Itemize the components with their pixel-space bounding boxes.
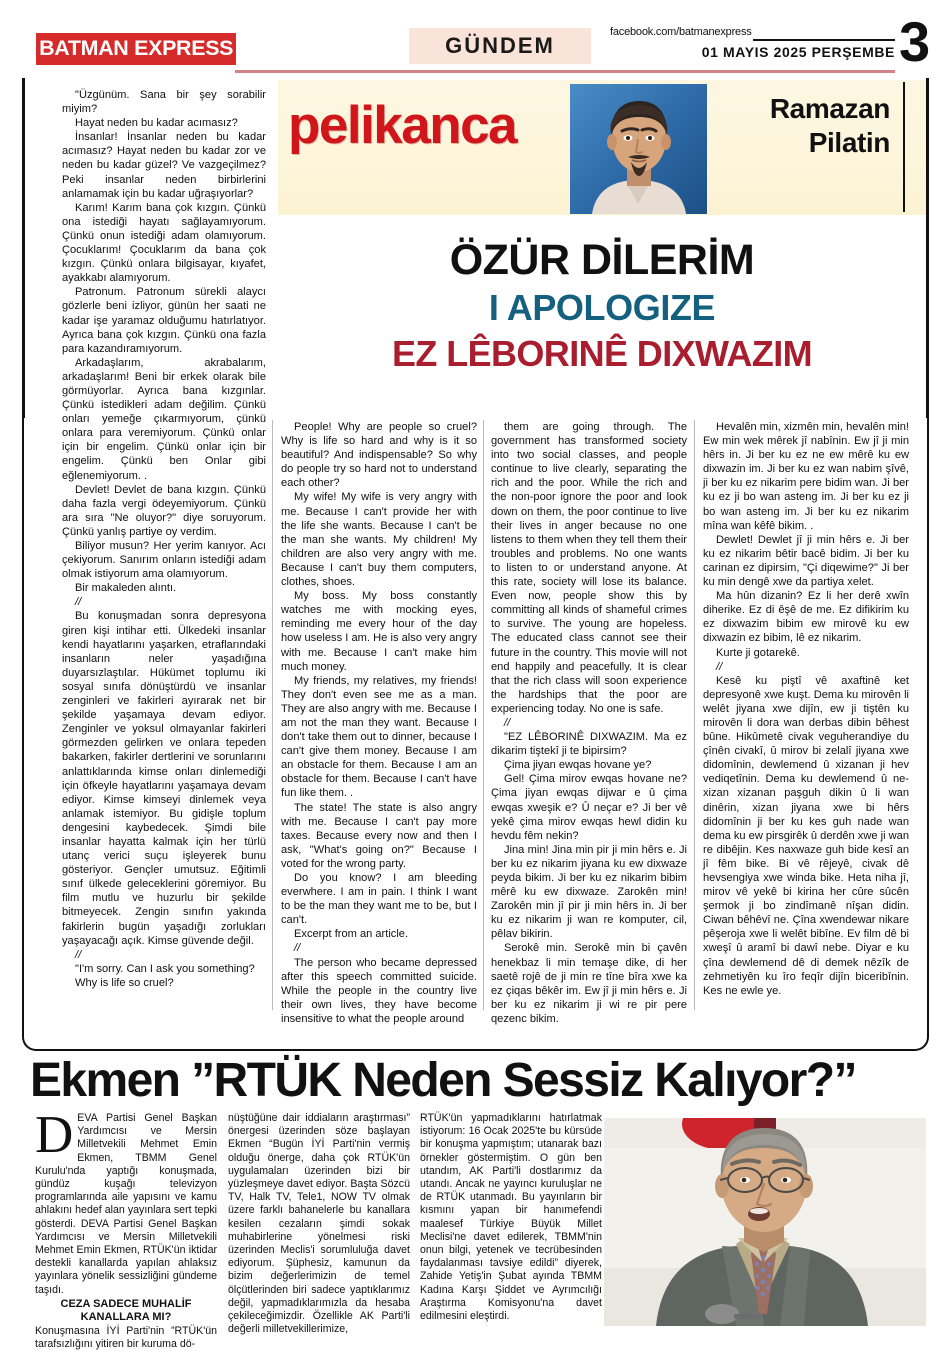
col3-paragraph: Jina min! Jina min pir ji min hêrs e. Ji ber ku ez nikarim jiyana ku ew dixwaze peyda bikim. Ji ber ku ez nikarim bibim mêrê ku ew dixwaze. Zarokên min! Zarokên min jî pir ji min hêrs in. Ji ber ku ez nikarim ji wan re komputer, cil, pêlav bikirin. [491, 843, 687, 941]
col3-paragraph: them are going through. The government has transformed society into two social classes, and people continue to live clearly, separating the rich and the poor. While the rich and the non-poor ignore the poor and look down on them, the poor continue to live their lives in anger because no one listens to them when they tell them their troubles and problems. No one wants to listen to or understand anyone. At this rate, society will lose its balance. Even now, people show this by committing all kinds of shameful crimes to survive. The young are hopeless. The educated class cannot see their future in the country. This movie will not end happily and peacefully. It is clear that the rich class will soon experience the hardships that the poor are experiencing today. No one is safe. [491, 421, 687, 715]
section-tab-label: GÜNDEM [445, 33, 555, 58]
col4-paragraph: // [716, 660, 723, 673]
col1-paragraph: Hayat neden bu kadar acımasız? [75, 117, 238, 130]
author-first-name: Ramazan [769, 93, 890, 124]
col1-paragraph: Bu konuşmadan sonra depresyona giren kişi intihar etti. Ülkedeki insanlar kendi hayatlarını yaşarken, etraflarındaki insanların neler yaşadığına duyarsızlaştılar. Hükümet toplumu iki sosyal sınıfa dönüştürdü ve insanlar zenginleri ve fakirleri ayırarak net bir şekilde yaşamaya devam ediyor. Zenginler ve yoksul olmayanlar fakirleri görmezden gelirken ve onlara tepeden bakarken, fakirler dertlerini ve sorunlarını anlattıklarında kimse onları dinlemediği için öfkeyle hayatlarını yaşamaya devam ediyor. Kimse kimseyi dinlemek veya anlamak istemiyor. Bu gidişle toplum dengesini kaybedecek. Şimdi bile insanlar hayatta kalmak için her türlü utanç verici suçu işleyerek bunu gösteriyor. Gençler umutsuz. Eğitimli sınıf ülkede geleceklerini göremiyor. Bu film mutlu ve huzurlu bir şekilde bitmeyecek. Zengin sınıfın yakında fakirlerin bugün yaşadığı zorlukları yaşayacağı açık. Kimse güvende değil. [62, 610, 266, 947]
col4-paragraph: Ma hûn dizanin? Ez li her derê xwîn diherike. Ez di êşê de me. Ez difikirim ku ez dixwazim bibim ew mirovê ku ew dixwazin ez bibim, lê ez nikarim. [703, 590, 909, 645]
col1-paragraph: // [75, 596, 82, 609]
drop-cap: D [35, 1106, 74, 1164]
column-divider-3 [694, 420, 695, 1010]
col4-paragraph: Dewlet! Dewlet jî ji min hêrs e. Ji ber ku ez nikarim bêtir bacê bidim. Ji ber ku carinan ez dipirsim, "Çi diqewime?" Ji ber ku min dengê xwe da partiya xelet. [703, 533, 909, 589]
col3-paragraph: Serokê min. Serokê min bi çavên henekbaz li min temaşe dike, di her saetê rojê de ji min re tîne bîra xwe ka ez çiqas bêkêr im. Ew jî ji min hêrs e. Ji ber ku ez nikarim ji wi re pir pere qezenc bikim. [491, 942, 687, 1025]
column-brand-pelikanca: pelikanca [288, 96, 517, 155]
author-last-name: Pilatin [808, 127, 890, 158]
col3-paragraph: Gel! Çima mirov ewqas hovane ne? Çima jiyan ewqas dijwar e û çima ewqas xweşik e? Û neçar e? Ji ber vê yekê çima mirov ewqas hewl didin ku hevdu fêm nekin? [491, 773, 687, 842]
bottom-column-1-lead: DEVA Partisi Genel Başkan Yardımcısı ve Mersin Milletvekili Mehmet Emin Ekmen, TBMM Genel Kurulu'nda yaptığı konuşmada, gündüz kuşağı televizyon programlarında aile yapısını ve kamu ahlakını hedef alan yayınlara sert tepki gösterdi. DEVA Partisi Genel Başkan Yardımcısı ve Mersin Milletvekili Mehmet Emin Ekmen, RTÜK'ün iktidar destekli kanallarda yapılan ahlaksız yayınlara yönelik sessizliğini gündeme taşıdı. [35, 1106, 217, 1296]
date-rule-divider [753, 39, 895, 41]
col4-paragraph: Hevalên min, xizmên min, hevalên min! Ew min wek mêrek jî nabînin. Ew jî ji min hêrs in. Ji ber ku ez ne ew mêrê ku ew dixwazin im. Ji ber ku ez wan nabim şîvê, ji ber ku ez nikarim pere bidim wan. Ji ber ku ez ji bo wan asteng im. Ji ber ku ez ji bo wan asteng im. Ji ber ku ez nikarim mîna wan kêfê bikim. . [703, 421, 909, 532]
col3-paragraph: // [504, 716, 511, 729]
col1-paragraph: "Üzgünüm. Sana bir şey sorabilir miyim? [62, 89, 266, 116]
bottom-column-2 [228, 1112, 410, 1336]
col1-paragraph: Karım! Karım bana çok kızgın. Çünkü ona istediği hayatı sağlayamıyorum. Çünkü onun istediği adam olamıyorum. Çocuklarım! Çocuklarım da bana çok kızgın. Çünkü onlara bilgisayar, kıyafet, ayakkabı alamıyorum. [62, 201, 266, 285]
headline-kurdish: EZ LÊBORINÊ DIXWAZIM [391, 333, 812, 374]
section-tab-gundem [409, 28, 591, 64]
bottom-article-subhead: CEZA SADECE MUHALİF KANALLARA MI? [60, 1297, 192, 1324]
col1-paragraph: Why is life so cruel? [75, 976, 174, 989]
article-column-4 [703, 420, 909, 998]
col2-paragraph: My friends, my relatives, my friends! They don't even see me as a man. They are also angry with me. Because I am not the man they want. Because I don't take them out to dinner, because I can't give them money. Because I am an obstacle for them. Because I am an obstacle for them. Because I can't have fun like them. . [281, 674, 477, 800]
author-portrait-photo [570, 84, 707, 214]
article-column-3 [491, 420, 687, 1026]
col1-paragraph: "I'm sorry. Can I ask you something? [75, 962, 255, 975]
col1-paragraph: // [75, 948, 82, 961]
col2-paragraph: My boss. My boss constantly watches me with mocking eyes, reminding me every hour of the day how useless I am. He is also very angry with me. Because I can't make him much money. [281, 590, 477, 673]
col2-paragraph: Excerpt from an article. [294, 928, 409, 941]
col2-paragraph: // [294, 942, 301, 955]
column-divider-2 [483, 420, 484, 1010]
col2-paragraph: People! Why are people so cruel? Why is life so hard and why is it so beautiful? And indispensable? So why do people try so hard not to understand each other? [281, 421, 477, 490]
bottom-article-photo [604, 1118, 926, 1326]
col4-paragraph: Kesê ku piştî vê axaftinê ket depresyonê xwe kuşt. Dema ku mirovên li welêt jiyana xwe dijîn, ew ji tiştên ku mirovên li dora wan derbas dibin bêhest bûne. Hikûmetê civak veguherandiye du çînên civakî, û mirov bi zelalî jiyana xwe didomînin, dewlemend û xizanan ji hev vediqetînin. Dema ku dewlemend û ne-xizan xizanan paşguh dikin û li wan dinêrin, xizan jiyana xwe bi hêrs didomînin ji ber ku kes guh nade wan dema ku ew pirsgirêk û derdên xwe ji wan re dibêjin. Kes naxwaze guh bide kesî an jî fêm bike. Bi vê rêjeyê, civak dê hevsengiya xwe winda bike. Heta niha jî, mirov vê yekê bi kirina her cûre sûcên şermok ji bo zindîmanê nîşan didin. Ciwan bêhêvî ne. Çîna xwendewar nikare pêşeroja xwe li welêt bibîne. Ev film dê bi xweşî û aramî bi dawî nebe. Diyar e ku çîna dewlemend dê di demek nêzîk de zehmetiyên ku îro feqîr dijîn biceribînin. Kes ne ewle ye. [703, 674, 909, 997]
facebook-url: facebook.com/batmanexpress [610, 26, 752, 38]
column-divider-1 [272, 420, 273, 1010]
newspaper-logo-text: BATMAN EXPRESS [38, 37, 234, 60]
author-name [716, 92, 890, 160]
col2-paragraph: The state! The state is also angry with me. Because I can't pay more taxes. Because every now and then I ask, "What's going on?" Because I voted for the wrong party. [281, 801, 477, 870]
col2-paragraph: The person who became depressed after this speech committed suicide. While the people in the country live their own lives, they have become insensitive to what the people around [281, 956, 477, 1025]
col4-paragraph: Kurte ji gotarekê. [716, 646, 800, 659]
issue-date: 01 MAYIS 2025 PERŞEMBE [701, 44, 895, 60]
col1-paragraph: Devlet! Devlet de bana kızgın. Çünkü daha fazla vergi ödeyemiyorum. Çünkü ara sıra "Ne oluyor?" diye soruyorum. Çünkü yanlış partiye oy verdim. [62, 483, 266, 538]
article-headline-stack [278, 236, 926, 375]
page-number: 3 [899, 10, 931, 73]
col1-paragraph: Patronum. Patronum sürekli alaycı gözlerle beni izliyor, günün her saati ne kadar işe yaramaz olduğumu hatırlatıyor. Ayrıca bana çok kızgın. Çünkü ona fazla para kazandıramıyorum. [62, 286, 266, 355]
bottom-column-3 [420, 1112, 602, 1323]
col2-paragraph: My wife! My wife is very angry with me. Because I can't provide her with the life she wants. Because I can't be the man she wants. My children! My children are also very angry with me. Because I can't buy them computers, clothes, shoes. [281, 491, 477, 589]
bottom-column-1-tail: Konuşmasına İYİ Parti'nin ”RTÜK'ün tarafsızlığını yitiren bir kuruma dö- [35, 1324, 217, 1350]
frame-right-edge [926, 78, 929, 418]
article-column-2 [281, 420, 477, 1026]
newspaper-logo [36, 33, 236, 65]
bottom-article-headline: Ekmen ”RTÜK Neden Sessiz Kalıyor?” [30, 1054, 856, 1107]
col3-paragraph: "EZ LÊBORINÊ DIXWAZIM. Ma ez dikarim tiştekî ji te bipirsim? [491, 731, 687, 758]
bottom-column-2-text: nüştüğüne dair iddiaların araştırması” önergesi üzerinden söze başlayan Ekmen “Bugün İYİ Parti'nin vermiş olduğu önerge, daha çok RTÜK'ün uygulamaları üzerinden bizi bir yüzleşmeye davet ediyor. Başta Sözcü TV, Halk TV, Tele1, NOW TV olmak üzere farklı bahanelerle bu kanallara kesilen cezaların şimdi sokak muhabirlerine yönelmesi riski üzerinden Meclis'i sorumluluğa davet ediyorum. Şüphesiz, kamunun da bizim değerlerimizin de temel ölçütlerinden biri sadece yaptıklarımız değil, yapmadıklarımızla da hesaba çekileceğimizdir. Özellikle AK Parti'li değerli milletvekillerimize, [228, 1112, 410, 1336]
author-vertical-divider [903, 82, 905, 212]
article-column-1 [62, 88, 266, 990]
bottom-column-1 [35, 1106, 217, 1351]
headline-english: I APOLOGIZE [488, 287, 716, 328]
col3-paragraph: Çima jiyan ewqas hovane ye? [504, 759, 652, 772]
header-horizontal-rule [235, 70, 895, 73]
col1-paragraph: İnsanlar! İnsanlar neden bu kadar acımasız? Hayat neden bu kadar zor ve neden bu kadar güzel? Ve vazgeçilmez? Peki insanlar neden birbirlerini anlamamak için bu kadar uğraşıyorlar? [62, 131, 266, 200]
col2-paragraph: Do you know? I am bleeding everwhere. I am in pain. I think I want to be the man they want me to be, but I can't. [281, 872, 477, 927]
page-masthead [0, 0, 951, 74]
col1-paragraph: Bir makaleden alıntı. [75, 582, 177, 595]
headline-turkish: ÖZÜR DİLERİM [449, 236, 755, 284]
col1-paragraph: Arkadaşlarım, akrabalarım, arkadaşlarım! Beni bir erkek olarak bile görmüyorlar. Ayrıca bana kızgınlar. Çünkü istedikleri adam değilim. Çünkü onları yemeğe çıkarmıyorum, çünkü onlara para veremiyorum. Çünkü onlar için bir engelim. Çünkü onlar için bir engelim. Çünkü ben Onlar gibi eğlenemiyorum. . [62, 356, 266, 482]
frame-left-edge [22, 78, 25, 418]
col1-paragraph: Biliyor musun? Her yerim kanıyor. Acı çekiyorum. Sanırım onların istediği adam olmak istiyorum ama olamıyorum. [62, 540, 266, 581]
bottom-column-3-text: RTÜK'ün yapmadıklarını hatırlatmak istiyorum: 16 Ocak 2025'te bu kürsüde bir konuşma yapmıştım; utanarak bazı örnekler göstermiştim. O gün ben utandım, AK Parti'li dostlarımız da utandı. Ancak ne yayıncı kuruluşlar ne de RTÜK utanmadı. Bu yayınların bir kısmını yapan bir hanımefendi maalesef Türkiye Büyük Millet Meclisi'ne davet edilerek, TBMM'nin onun bilgi, yetenek ve tecrübesinden faydalanması tavsiye edildi” diyerek, Zahide Yetiş'in Şubat ayında TBMM Kadına Karşı Şiddet ve Ayrımcılığı Araştırma Komisyonu'na davet edilmesini eleştirdi. [420, 1112, 602, 1323]
